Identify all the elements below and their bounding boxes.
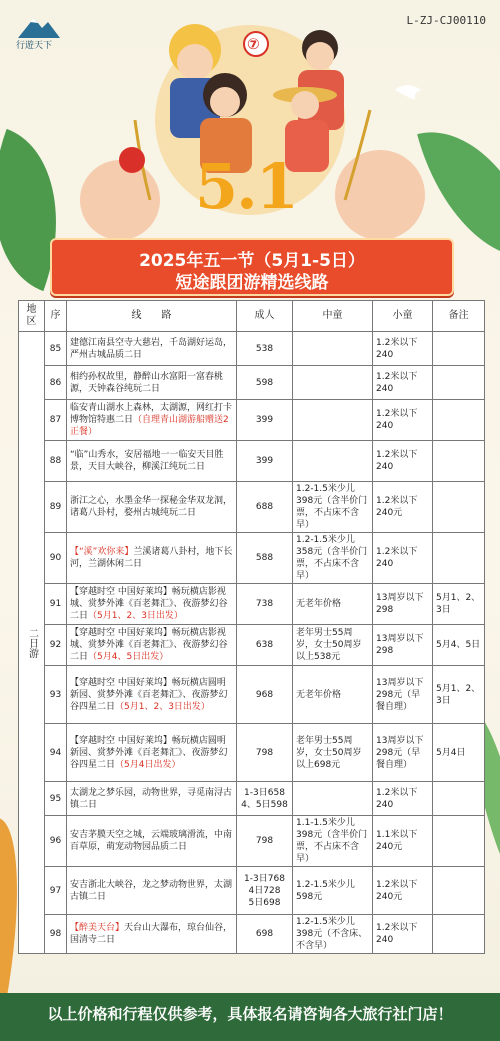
route-cell [67,724,237,782]
route-text: 【穿越时空 中国好莱坞】畅玩横店影视城、赏梦外滩《百老舞汇》、夜游梦幻谷二日 [70,587,228,621]
adult-price-cell: 399 [237,400,293,441]
route-highlight-text: （5月4日出发） [115,759,181,770]
adult-price-cell: 1-3日658 4、5日598 [237,782,293,816]
hero-number: 5.1 [195,150,297,223]
route-cell [67,400,237,441]
table-row [19,584,485,625]
small-child-price-cell: 1.2米以下240 [373,915,433,954]
seq-cell: 90 [45,533,67,584]
small-child-price-cell: 13周岁以下298 [373,625,433,666]
route-highlight-text: 【醉美天台】 [70,923,125,933]
seq-cell: 95 [45,782,67,816]
mid-child-price-cell: 老年男士55周岁，女士50周岁以上538元 [293,625,373,666]
route-text: 安吉茅膜天空之城，云端玻璃滑流，中南百草原，萌宠动物园品质二日 [70,830,233,852]
table-row [19,533,485,584]
seq-cell: 86 [45,366,67,400]
title-banner [50,238,454,296]
route-text: 安吉浙北大峡谷，龙之梦动物世界，太湖古镇二日 [70,879,233,902]
table-row [19,482,485,533]
note-cell [433,533,485,584]
footer-banner [0,993,500,1041]
footer-text: 以上价格和行程仅供参考，具体报名请咨询各大旅行社门店！ [47,1005,453,1023]
adult-price-cell: 399 [237,441,293,482]
route-text: 临安青山湖水上森林，太湖源，网红打卡博物馆特惠二日 [70,403,233,425]
mid-child-price-cell [293,332,373,366]
adult-price-cell: 738 [237,584,293,625]
adult-price-cell: 798 [237,816,293,867]
table-row [19,867,485,915]
table-row [19,625,485,666]
adult-price-cell: 638 [237,625,293,666]
mid-child-price-cell: 无老年价格 [293,666,373,724]
seq-cell: 91 [45,584,67,625]
table-row [19,366,485,400]
small-child-price-cell: 1.2米以下240元 [373,482,433,533]
seq-cell: 94 [45,724,67,782]
note-cell: 5月1、2、3日 [433,666,485,724]
header-note: 备注 [433,301,485,332]
small-child-price-cell: 1.2米以下240 [373,533,433,584]
route-highlight-text: （5月1、2、3日出发） [88,611,183,621]
route-cell [67,666,237,724]
route-text: 【穿越时空 中国好莱坞】畅玩横店影视城、赏梦外滩《百老舞汇》、夜游梦幻谷二日 [70,628,228,662]
note-cell [433,915,485,954]
route-text: 【穿越时空 中国好莱坞】畅玩横店圆明新园、赏梦外滩《百老舞汇》、夜游梦幻谷四星二日 [70,677,228,712]
header-region: 地区 [19,301,45,332]
route-text: 天台山大瀑布，琼台仙谷，国清寺二日 [70,923,233,945]
route-cell [67,915,237,954]
route-text: 【穿越时空 中国好莱坞】畅玩横店圆明新园、赏梦外滩《百老舞汇》、夜游梦幻谷四星二日 [70,735,228,770]
seq-cell: 98 [45,915,67,954]
adult-price-cell: 688 [237,482,293,533]
table-row [19,782,485,816]
seq-cell: 89 [45,482,67,533]
mid-child-price-cell: 1.2-1.5米少儿398元（不含床、不含早） [293,915,373,954]
mid-child-price-cell: 老年男士55周岁，女士50周岁以上698元 [293,724,373,782]
route-highlight-text: 【“溪”欢你来】 [70,547,134,557]
route-cell [67,533,237,584]
header-mid-child: 中童 [293,301,373,332]
title-line-2: 短途跟团游精选线路 [175,273,329,293]
note-cell: 5月4、5日 [433,625,485,666]
route-highlight-text: （5月1、2、3日出发） [115,701,210,712]
table-row [19,724,485,782]
note-cell [433,482,485,533]
document-code: L-ZJ-CJ00110 [406,14,486,27]
adult-price-cell: 1-3日768 4日728 5日698 [237,867,293,915]
route-cell [67,867,237,915]
route-cell [67,584,237,625]
header-adult: 成人 [237,301,293,332]
seq-cell: 85 [45,332,67,366]
mid-child-price-cell: 1.2-1.5米少儿398元（含半价门票，不占床不含早） [293,482,373,533]
header-seq: 序 [45,301,67,332]
note-cell [433,816,485,867]
route-cell [67,816,237,867]
small-child-price-cell: 1.1米以下240元 [373,816,433,867]
note-cell: 5月1、2、3日 [433,584,485,625]
note-cell [433,867,485,915]
route-text: 相约孙权故里，静醉山水富阳一富春桃源，天钟森谷纯玩二日 [70,371,224,394]
table-row [19,666,485,724]
adult-price-cell: 968 [237,666,293,724]
table-row [19,332,485,366]
adult-price-cell: 798 [237,724,293,782]
route-cell [67,366,237,400]
seq-cell: 92 [45,625,67,666]
seq-cell: 88 [45,441,67,482]
logo-text: 行遊天下 [16,41,53,51]
small-child-price-cell: 1.2米以下240 [373,441,433,482]
note-cell [433,782,485,816]
route-cell [67,332,237,366]
table-row [19,816,485,867]
seq-cell: 93 [45,666,67,724]
small-child-price-cell: 13周岁以下298元（早餐自理） [373,666,433,724]
small-child-price-cell: 1.2米以下240元 [373,867,433,915]
mid-child-price-cell: 1.2-1.5米少儿358元（含半价门票，不占床不含早） [293,533,373,584]
route-text: 太湖龙之梦乐园，动物世界，寻觅南浔古镇二日 [70,787,233,810]
small-child-price-cell: 1.2米以下240 [373,366,433,400]
seq-cell: 97 [45,867,67,915]
note-cell [433,366,485,400]
title-line-1: 2025年五一节（5月1-5日） [139,251,365,271]
adult-price-cell: 538 [237,332,293,366]
mid-child-price-cell: 无老年价格 [293,584,373,625]
adult-price-cell: 698 [237,915,293,954]
route-text: 兰溪诸葛八卦村，地下长河，兰湖休闲二日 [70,547,233,569]
mid-child-price-cell: 1.2-1.5米少儿598元 [293,867,373,915]
routes-table [18,300,485,954]
adult-price-cell: 598 [237,366,293,400]
small-child-price-cell: 1.2米以下240 [373,782,433,816]
badge-number: ⑦ [247,35,260,53]
table-header-row [19,301,485,332]
table-row [19,915,485,954]
note-cell: 5月4日 [433,724,485,782]
mid-child-price-cell [293,782,373,816]
mid-child-price-cell [293,366,373,400]
note-cell [433,400,485,441]
small-child-price-cell: 13周岁以下298 [373,584,433,625]
route-cell [67,441,237,482]
adult-price-cell: 588 [237,533,293,584]
region-cell: 二日游 [19,332,45,954]
seq-cell: 96 [45,816,67,867]
note-cell [433,441,485,482]
mid-child-price-cell: 1.1-1.5米少儿398元（含半价门票，不占床不含早） [293,816,373,867]
small-child-price-cell: 1.2米以下240 [373,400,433,441]
route-cell [67,625,237,666]
header-small-child: 小童 [373,301,433,332]
header-route: 线 路 [67,301,237,332]
route-highlight-text: （自理青山湖游船赠送2正餐） [70,415,229,437]
table-row [19,400,485,441]
mid-child-price-cell [293,400,373,441]
table-row [19,441,485,482]
route-cell [67,482,237,533]
route-text: 建德江南县空寺大慈岩，千岛湖好运岛，严州古城品质二日 [70,337,233,360]
small-child-price-cell: 13周岁以下298元（早餐自理） [373,724,433,782]
mid-child-price-cell [293,441,373,482]
seq-cell: 87 [45,400,67,441]
route-cell [67,782,237,816]
route-highlight-text: （5月4、5日出发） [88,652,169,662]
route-text: “临”山秀水，安居福地一一临安天目胜景，天目大峡谷，柳溪江纯玩二日 [70,450,224,472]
note-cell [433,332,485,366]
small-child-price-cell: 1.2米以下240 [373,332,433,366]
route-text: 浙江之心，水墨金华一探秘金华双龙洞，诸葛八卦村，婺州古城纯玩二日 [70,496,233,518]
